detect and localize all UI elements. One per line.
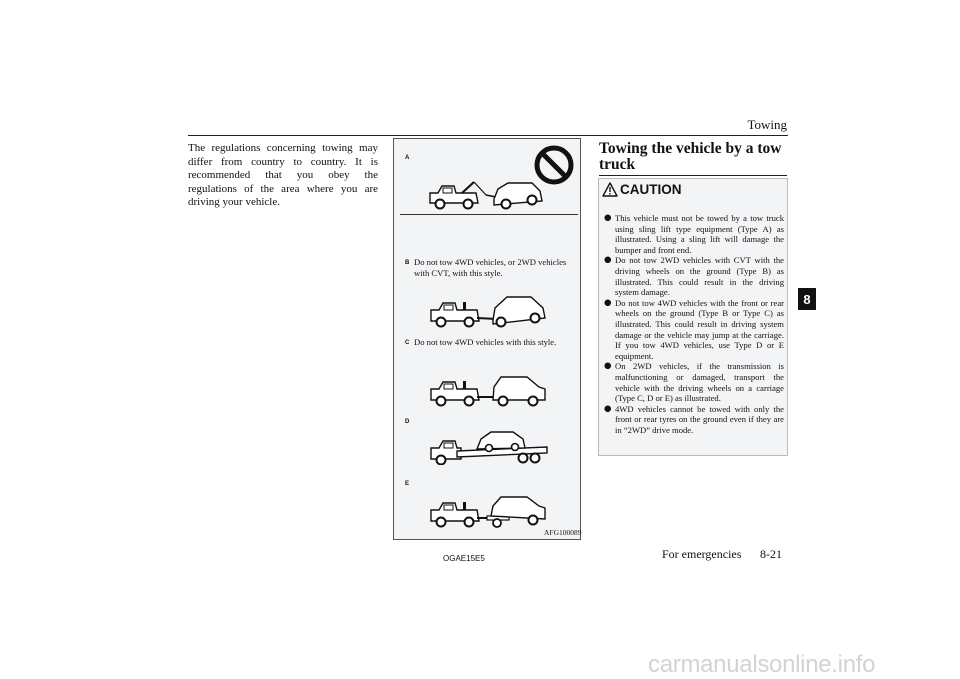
figure-code: AFG100089 xyxy=(544,528,582,537)
bullet-icon: ● xyxy=(604,361,612,372)
caution-item: ● On 2WD vehicles, if the transmission is malfunctioning or damaged, transport the vehicle with the driving wheels on a carriage (Type C, D or E) as illustrated. xyxy=(604,361,784,404)
section-rule xyxy=(599,175,787,176)
panel-d-letter: D xyxy=(405,419,410,425)
caution-item: ● 4WD vehicles cannot be towed with only the front or rear tyres on the ground even if they are in “2WD” drive mode. xyxy=(604,403,784,435)
caution-item: ● This vehicle must not be towed by a tow truck using sling lift type equipment (Type A) as illustrated. Using a sling lift will damage the bumper and front end. xyxy=(604,213,784,255)
wheel-lift-tow-illustration xyxy=(427,294,552,328)
bullet-icon: ● xyxy=(604,403,612,414)
header-rule xyxy=(188,135,788,136)
bullet-icon: ● xyxy=(604,213,612,223)
intro-paragraph: The regulations concerning towing may differ from country to country. It is recommended that you obey the regulations of the area where you are driving your vehicle. xyxy=(188,142,378,208)
section-title: Towing the vehicle by a tow truck xyxy=(599,140,782,173)
figure-divider xyxy=(400,214,578,215)
flatbed-carriage-illustration xyxy=(427,429,552,465)
panel-a-letter: A xyxy=(405,155,410,161)
panel-b-letter: B xyxy=(405,260,410,266)
towing-figure xyxy=(393,138,581,540)
watermark: carmanualsonline.info xyxy=(648,651,876,678)
chapter-tab: 8 xyxy=(798,288,816,310)
warning-triangle-icon xyxy=(602,182,618,197)
panel-e-letter: E xyxy=(405,481,410,487)
page-number: 8-21 xyxy=(760,547,782,561)
caution-item: ● Do not tow 4WD vehicles with the front or rear wheels on the ground (Type B or Type C) as illustrated. This could result in driving system damage or the vehicle may jump at the carriage. If you tow 4WD vehicles, use Type D or E equipment. xyxy=(604,297,784,361)
page-code: OGAE15E5 xyxy=(443,554,485,563)
caution-label: CAUTION xyxy=(620,182,682,197)
wheel-lift-reverse-tow-illustration xyxy=(427,373,552,407)
caution-list xyxy=(604,213,784,435)
sling-lift-tow-illustration xyxy=(424,179,549,211)
caution-item: ● Do not tow 2WD vehicles with CVT with the driving wheels on the ground (Type B) as illustrated. This could result in the driving system damage. xyxy=(604,255,784,298)
bullet-icon: ● xyxy=(604,255,612,266)
panel-c-letter: C xyxy=(405,340,410,346)
footer-section: For emergencies xyxy=(662,547,742,561)
bullet-icon: ● xyxy=(604,297,612,308)
panel-b-caption: Do not tow 4WD vehicles, or 2WD vehicles with CVT, with this style. xyxy=(414,257,567,278)
panel-c-caption: Do not tow 4WD vehicles with this style. xyxy=(414,337,557,347)
header-title: Towing xyxy=(747,117,787,132)
tow-dolly-illustration xyxy=(427,494,552,528)
